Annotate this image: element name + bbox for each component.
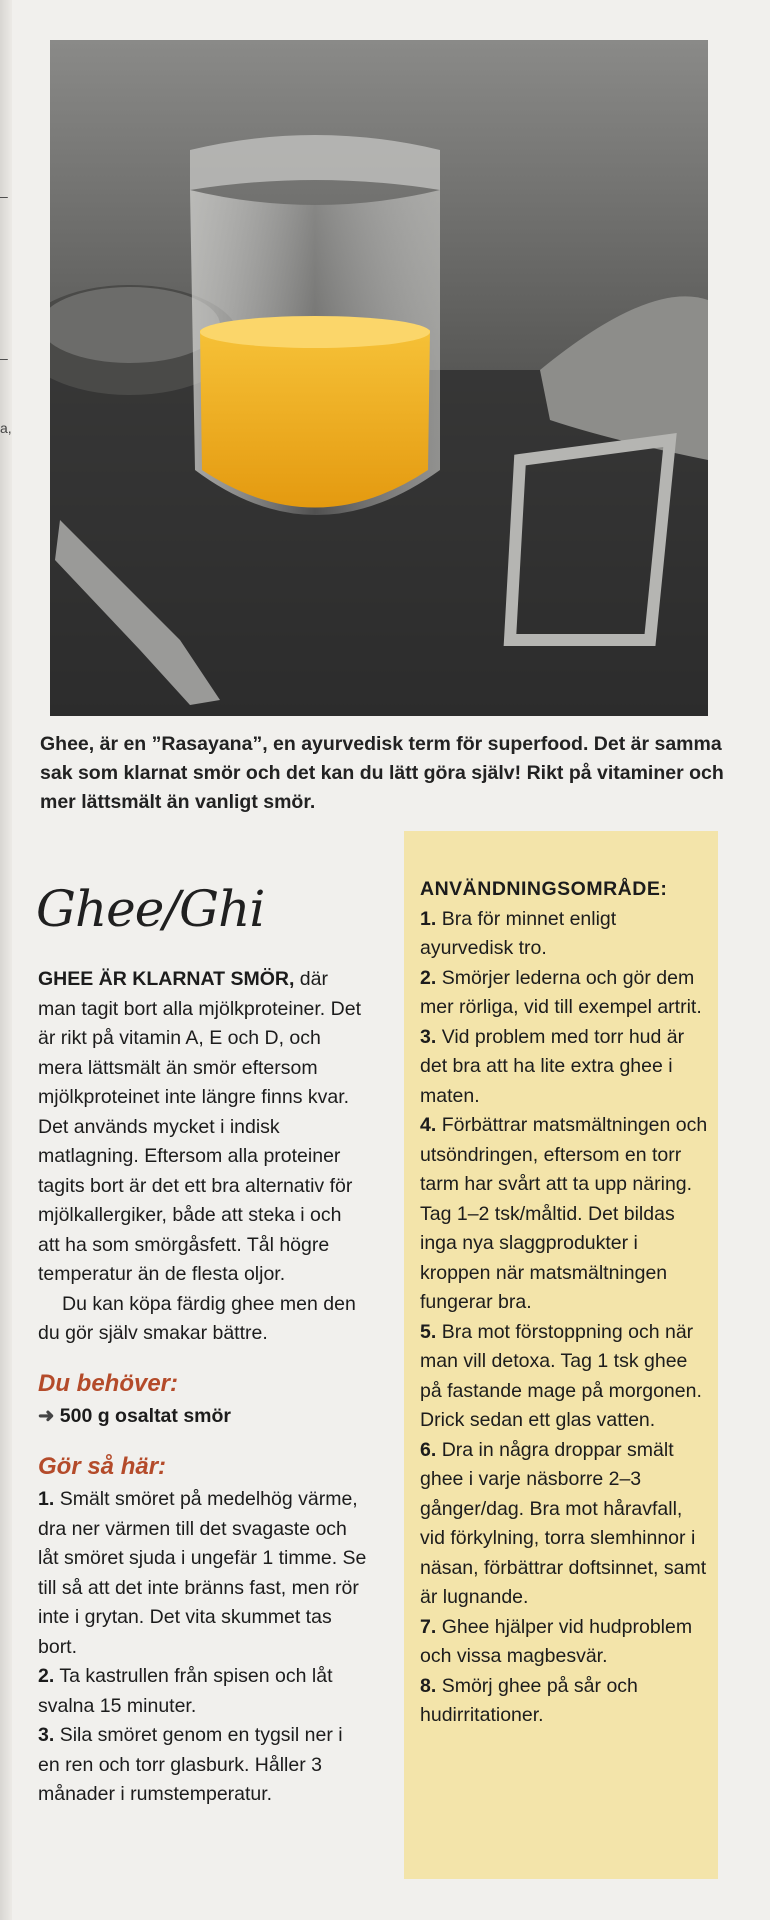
uses-number: 3. (420, 1025, 437, 1048)
margin-mark: a, (0, 420, 12, 436)
method-heading: Gör så här: (38, 1452, 167, 1480)
uses-heading: ANVÄNDNINGSOMRÅDE: (420, 878, 668, 900)
ingredient-item (38, 1402, 368, 1432)
step-text: Smält smöret på medelhög värme, dra ner värmen till det svagaste och låt smöret sjuda i ungefär 1 timme. Se till så att det inte bränns fast, men rör inte i grytan. Det vita skummet tas bort. (38, 1488, 367, 1658)
uses-text: Ghee hjälper vid hudproblem och vissa magbesvär. (420, 1615, 693, 1667)
intro-section (38, 965, 368, 1349)
uses-item (420, 1672, 712, 1731)
page-title: Ghee/Ghi (36, 880, 265, 938)
uses-number: 1. (420, 907, 437, 930)
uses-list (420, 905, 712, 1731)
intro-lead: GHEE ÄR KLARNAT SMÖR, (38, 968, 295, 990)
uses-item (420, 1111, 712, 1318)
caption-text: Ghee, är en ”Rasayana”, en ayurvedisk term för superfood. Det är samma sak som klarnat smör och det kan du lätt göra själv! Rikt på vitaminer och mer lättsmält än vanligt smör. (40, 733, 724, 813)
uses-text: Dra in några droppar smält ghee i varje näsborre 2–3 gånger/dag. Bra mot håravfall, vid förkylning, torra slemhinnor i näsan, förbättrar doftsinnet, samt är lugnande. (420, 1438, 707, 1608)
uses-number: 6. (420, 1438, 437, 1461)
left-column (38, 965, 368, 1810)
step-text: Sila smöret genom en tygsil ner i en ren och torr glasburk. Håller 3 månader i rumstemperatur. (38, 1724, 343, 1805)
uses-item (420, 1318, 712, 1436)
uses-box (420, 875, 712, 1731)
step-number: 3. (38, 1724, 55, 1746)
uses-number: 4. (420, 1114, 437, 1136)
uses-number: 2. (420, 966, 437, 989)
page-edge (0, 0, 12, 1920)
method-step (38, 1485, 368, 1662)
uses-text: Vid problem med torr hud är det bra att ha lite extra ghee i maten. (420, 1025, 685, 1107)
uses-text: Smörjer lederna och gör dem mer rörliga, vid till exempel artrit. (420, 966, 702, 1018)
intro-paragraph (38, 965, 368, 1290)
uses-item (420, 1613, 712, 1672)
uses-text: Smörj ghee på sår och hudirritationer. (420, 1674, 638, 1726)
intro-body: där man tagit bort alla mjölkproteiner. Det är rikt på vitamin A, E och D, och mera lättsmält än smör eftersom mjölkproteinet inte längre finns kvar. Det används mycket i indisk matlagning. Eftersom alla proteiner tagits bort är det ett bra alternativ för mjölkallergiker, både att steka i och att ha som smörgåsfett. Tål högre temperatur än de flesta oljor. (38, 968, 361, 1285)
uses-number: 7. (420, 1615, 437, 1638)
step-text: Ta kastrullen från spisen och låt svalna 15 minuter. (38, 1665, 333, 1717)
uses-text: Bra för minnet enligt ayurvedisk tro. (420, 907, 617, 959)
uses-number: 8. (420, 1674, 437, 1697)
arrow-icon: ➜ (38, 1405, 55, 1427)
ingredient-text: 500 g osaltat smör (59, 1405, 231, 1427)
step-number: 2. (38, 1665, 55, 1687)
margin-mark: – (0, 188, 8, 204)
uses-text: Bra mot förstoppning och när man vill detoxa. Tag 1 tsk ghee på fastande mage på morgonen. Drick sedan ett glas vatten. (420, 1320, 702, 1431)
margin-mark: – (0, 350, 8, 366)
method-step (38, 1721, 368, 1810)
ghee-jar-photo (50, 40, 708, 716)
ghee-jar-illustration (50, 40, 708, 716)
step-number: 1. (38, 1488, 55, 1510)
uses-item (420, 1436, 712, 1613)
uses-item (420, 964, 712, 1023)
uses-number: 5. (420, 1320, 437, 1343)
intro-second-paragraph: Du kan köpa färdig ghee men den du gör själv smakar bättre. (38, 1292, 356, 1344)
uses-text: Förbättrar matsmältningen och utsöndringen, eftersom en torr tarm har svårt att ta upp näring. Tag 1–2 tsk/måltid. Det bildas inga nya slaggprodukter i kroppen när matsmältningen fungerar bra. (420, 1114, 708, 1313)
uses-item (420, 1023, 712, 1112)
uses-item (420, 905, 712, 964)
photo-caption (40, 730, 730, 817)
method-step (38, 1662, 368, 1721)
ingredients-heading: Du behöver: (38, 1369, 179, 1397)
method-steps (38, 1485, 368, 1810)
